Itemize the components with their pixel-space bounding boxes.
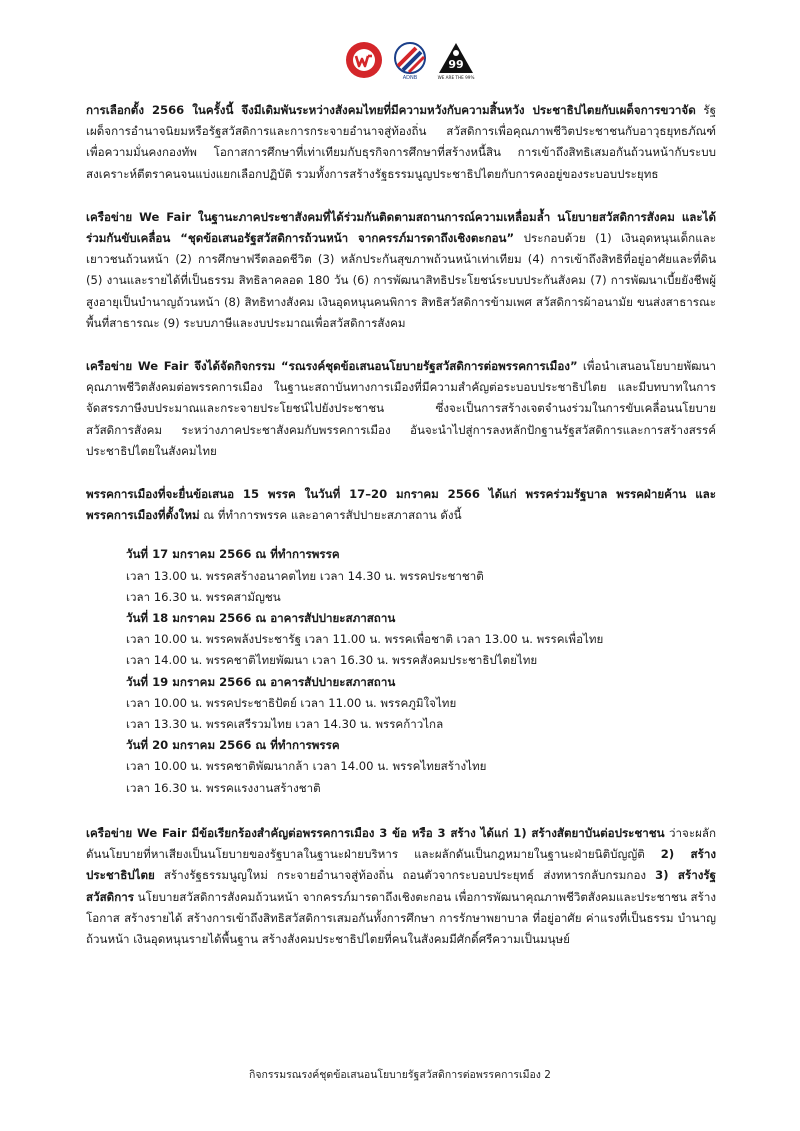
schedule-day: วันที่ 17 มกราคม 2566 ณ ที่ทำการพรรค [126, 547, 340, 562]
schedule-line: เวลา 13.00 น. พรรคสร้างอนาคตไทย เวลา 14.30 น. พรรคประชาชาติ [126, 568, 484, 583]
schedule-day: วันที่ 18 มกราคม 2566 ณ อาคารสัปปายะสภาสถาน [126, 611, 396, 626]
schedule-line: เวลา 10.00 น. พรรคพลังประชารัฐ เวลา 11.00 น. พรรคเพื่อชาติ เวลา 13.00 น. พรรคเพื่อไทย [126, 632, 604, 647]
schedule-day: วันที่ 19 มกราคม 2566 ณ อาคารสัปปายะสภาสถาน [126, 674, 396, 689]
paragraph5-bold-lead: เครือข่าย We Fair มีข้อเรียกร้องสำคัญต่อพรรคการเมือง 3 ข้อ หรือ 3 สร้าง ได้แก่ 1) สร้างสัตยาบันต่อประชาชน [86, 825, 665, 840]
network-stripe-logo-icon [390, 40, 430, 80]
paragraph5-bold-democracy: 2) สร้างประชาธิปไตย [86, 847, 716, 883]
page-footer: กิจกรรมรณรงค์ชุดข้อเสนอนโยบายรัฐสวัสดิการต่อพรรคการเมือง 2 [249, 1069, 551, 1081]
schedule-line: เวลา 16.30 น. พรรคแรงงานสร้างชาติ [126, 780, 321, 795]
schedule-line: เวลา 13.30 น. พรรคเสรีรวมไทย เวลา 14.30 น. พรรคก้าวไกล [126, 717, 444, 732]
we-are-99-logo-icon [436, 40, 476, 80]
paragraph-we-fair-proposals [86, 207, 716, 334]
paragraph-campaign-activity [86, 356, 716, 462]
schedule-line: เวลา 10.00 น. พรรคประชาธิปัตย์ เวลา 11.00 น. พรรคภูมิใจไทย [126, 695, 457, 710]
paragraph2-text: ประกอบด้วย (1) เงินอุดหนุนเด็กและเยาวชนถ้วนหน้า (2) การศึกษาฟรีตลอดชีวิต (3) หลักประกันสุขภาพถ้วนหน้าเท่าเทียม (4) การเข้าถึงสิทธิที่อยู่อาศัยและที่ดิน (5) งานและรายได้ที่เป็นธรรม สิทธิลาคลอด 180 วัน (6) การพัฒนาสิทธิประโยชน์ระบบประกันสังคม (7) การพัฒนาเบี้ยยังชีพผู้สูงอายุเป็นบำนาญถ้วนหน้า (8) สิทธิทางสังคม เงินอุดหนุนคนพิการ สิทธิสวัสดิการข้ามเพศ สวัสดิการผ้าอนามัย ขนส่งสาธารณะ พื้นที่สาธารณะ (9) ระบบภาษีและงบประมาณเพื่อสวัสดิการสังคม [86, 231, 716, 330]
paragraph3-text: เพื่อนำเสนอนโยบายพัฒนาคุณภาพชีวิตสังคมต่อพรรคการเมือง ในฐานะสถาบันทางการเมืองที่มีความสำคัญต่อระบอบประชาธิปไตย และมีบทบาทในการจัดสรรภาษีงบประมาณและกระจายประโยชน์ไปยังประชาชน ซึ่งจะเป็นการสร้างเจตจำนงร่วมในการขับเคลื่อนนโยบายสวัสดิการสังคม ระหว่างภาคประชาสังคมกับพรรคการเมือง อันจะนำไปสู่การลงหลักปักฐานรัฐสวัสดิการและการสร้างสรรค์ประชาธิปไตยในสังคมไทย [86, 359, 716, 458]
paragraph5-bold-welfare: 3) สร้างรัฐสวัสดิการ [86, 868, 716, 904]
document-body [86, 100, 716, 972]
logo2-caption: ADNB [402, 75, 418, 80]
paragraph5-text-b: สร้างรัฐธรรมนูญใหม่ กระจายอำนาจสู่ท้องถิ่น ถอนตัวจากระบอบประยุทธ์ ส่งทหารกลับกรมกอง [154, 868, 656, 883]
visit-schedule [126, 544, 716, 798]
paragraph4-text: ณ ที่ทำการพรรค และอาคารสัปปายะสภาสถาน ดังนี้ [199, 508, 462, 523]
paragraph1-text: รัฐเผด็จการอำนาจนิยมหรือรัฐสวัสดิการและการกระจายอำนาจสู่ท้องถิ่น สวัสดิการเพื่อคุณภาพชีวิตประชาชนกับอาวุธยุทธภัณฑ์เพื่อความมั่นคงกองทัพ โอกาสการศึกษาที่เท่าเทียมกับธุรกิจการศึกษาที่สร้างหนี้สิน การเข้าถึงสิทธิเสมอกันถ้วนหน้ากับระบบสงเคราะห์ตีตราคนจนแบ่งแยกเลือกปฏิบัติ รวมทั้งการสร้างรัฐธรรมนูญประชาธิปไตยกับการคงอยู่ของระบอบประยุทธ [86, 103, 717, 181]
paragraph4-bold-lead: พรรคการเมืองที่จะยื่นข้อเสนอ 15 พรรค ในวันที่ 17–20 มกราคม 2566 ได้แก่ พรรคร่วมรัฐบาล พรรคฝ่ายค้าน และพรรคการเมืองที่ตั้งใหม่ [86, 487, 716, 523]
schedule-line: เวลา 14.00 น. พรรคชาติไทยพัฒนา เวลา 16.30 น. พรรคสังคมประชาธิปไตยไทย [126, 653, 538, 668]
schedule-line: เวลา 10.00 น. พรรคชาติพัฒนากล้า เวลา 14.00 น. พรรคไทยสร้างไทย [126, 759, 487, 774]
paragraph2-bold-lead: เครือข่าย We Fair ในฐานะภาคประชาสังคมที่ได้ร่วมกันติดตามสถานการณ์ความเหลื่อมล้ำ นโยบายสวัสดิการสังคม และได้ร่วมกันขับเคลื่อน “ชุดข้อเสนอรัฐสวัสดิการถ้วนหน้า จากครรภ์มารดาถึงเชิงตะกอน” [86, 209, 716, 246]
paragraph5-text-a: ว่าจะผลักดันนโยบายที่หาเสียงเป็นนโยบายของรัฐบาลในฐานะฝ่ายบริหาร และผลักดันเป็นกฎหมายในฐานะฝ่ายนิติบัญญัติ [86, 825, 716, 862]
paragraph-three-demands [86, 823, 716, 950]
schedule-day: วันที่ 20 มกราคม 2566 ณ ที่ทำการพรรค [126, 738, 340, 753]
logo3-number: 99 [448, 58, 464, 71]
paragraph-parties-schedule-intro [86, 484, 716, 526]
paragraph3-bold-lead: เครือข่าย We Fair จึงได้จัดกิจกรรม “รณรงค์ชุดข้อเสนอนโยบายรัฐสวัสดิการต่อพรรคการเมือง” [86, 359, 578, 374]
paragraph-election-stakes [86, 100, 716, 185]
paragraph5-text-c: นโยบายสวัสดิการสังคมถ้วนหน้า จากครรภ์มารดาถึงเชิงตะกอน เพื่อการพัฒนาคุณภาพชีวิตสังคมและประชาชน สร้างโอกาส สร้างรายได้ สร้างการเข้าถึงสิทธิสวัสดิการเสมอกันทั้งการศึกษา การรักษาพยาบาล ที่อยู่อาศัย ค่าแรงที่เป็นธรรม บำนาญถ้วนหน้า เงินอุดหนุนรายได้พื้นฐาน สร้างสังคมประชาธิปไตยที่คนในสังคมมีศักดิ์ศรีความเป็นมนุษย์ [86, 889, 716, 946]
logo3-caption: WE ARE THE 99% [437, 75, 475, 80]
paragraph1-bold-lead: การเลือกตั้ง 2566 ในครั้งนี้ จึงมีเดิมพันระหว่างสังคมไทยที่มีความหวังกับความสิ้นหวัง ประชาธิปไตยกับเผด็จการขวาจัด [86, 103, 696, 117]
we-fair-logo-icon [344, 40, 384, 80]
partner-logos [344, 40, 476, 80]
schedule-line: เวลา 16.30 น. พรรคสามัญชน [126, 589, 281, 604]
